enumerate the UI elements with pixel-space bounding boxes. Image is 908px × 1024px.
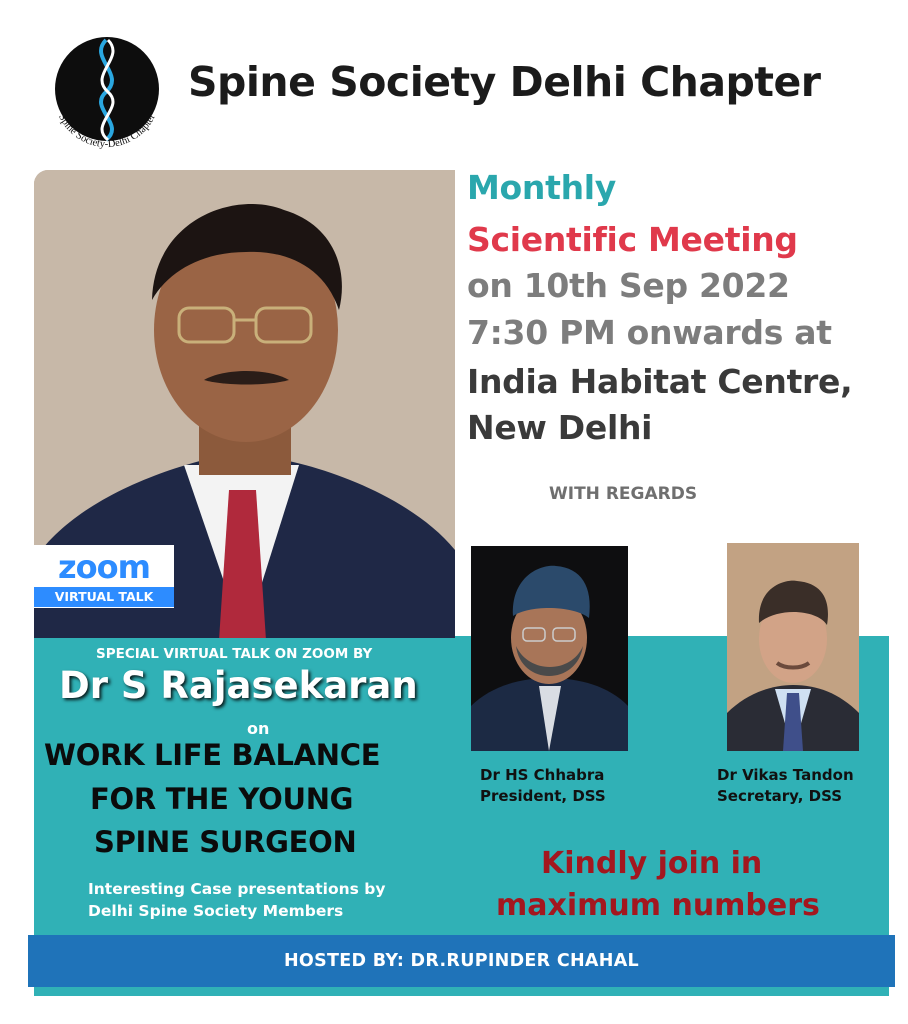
zoom-logo-text: zoom [58,548,150,586]
secretary-caption [717,765,854,807]
cases-line-1: Interesting Case presentations by [88,880,386,898]
event-venue: India Habitat Centre, [467,362,853,401]
event-line-monthly: Monthly [467,168,616,207]
secretary-name: Dr Vikas Tandon [717,766,854,784]
society-logo [40,22,174,156]
zoom-badge-subtitle: VIRTUAL TALK [34,587,174,607]
event-line-title: Scientific Meeting [467,220,798,259]
event-city: New Delhi [467,408,653,447]
president-caption [480,765,606,807]
talk-on-label: on [247,719,270,738]
topic-line-3: SPINE SURGEON [94,825,357,859]
regards-label: WITH REGARDS [549,484,698,504]
logo-ring-text: Spine Society-Delhi Chapter [56,112,158,151]
cta-line-2: maximum numbers [496,888,820,923]
cta-line-1: Kindly join in [541,846,763,881]
event-time: 7:30 PM onwards at [467,313,832,352]
president-name: Dr HS Chhabra [480,766,605,784]
speaker-name: Dr S Rajasekaran [59,664,418,707]
cases-line-2: Delhi Spine Society Members [88,902,344,920]
page-title: Spine Society Delhi Chapter [188,58,821,106]
event-date: on 10th Sep 2022 [467,266,790,305]
president-role: President, DSS [480,787,606,805]
talk-kicker: SPECIAL VIRTUAL TALK ON ZOOM BY [96,646,373,662]
topic-line-1: WORK LIFE BALANCE [44,738,381,772]
topic-line-2: FOR THE YOUNG [90,782,354,816]
president-photo [471,546,628,751]
host-label: HOSTED BY: DR.RUPINDER CHAHAL [283,951,640,971]
secretary-role: Secretary, DSS [717,787,843,805]
secretary-photo [727,543,859,751]
